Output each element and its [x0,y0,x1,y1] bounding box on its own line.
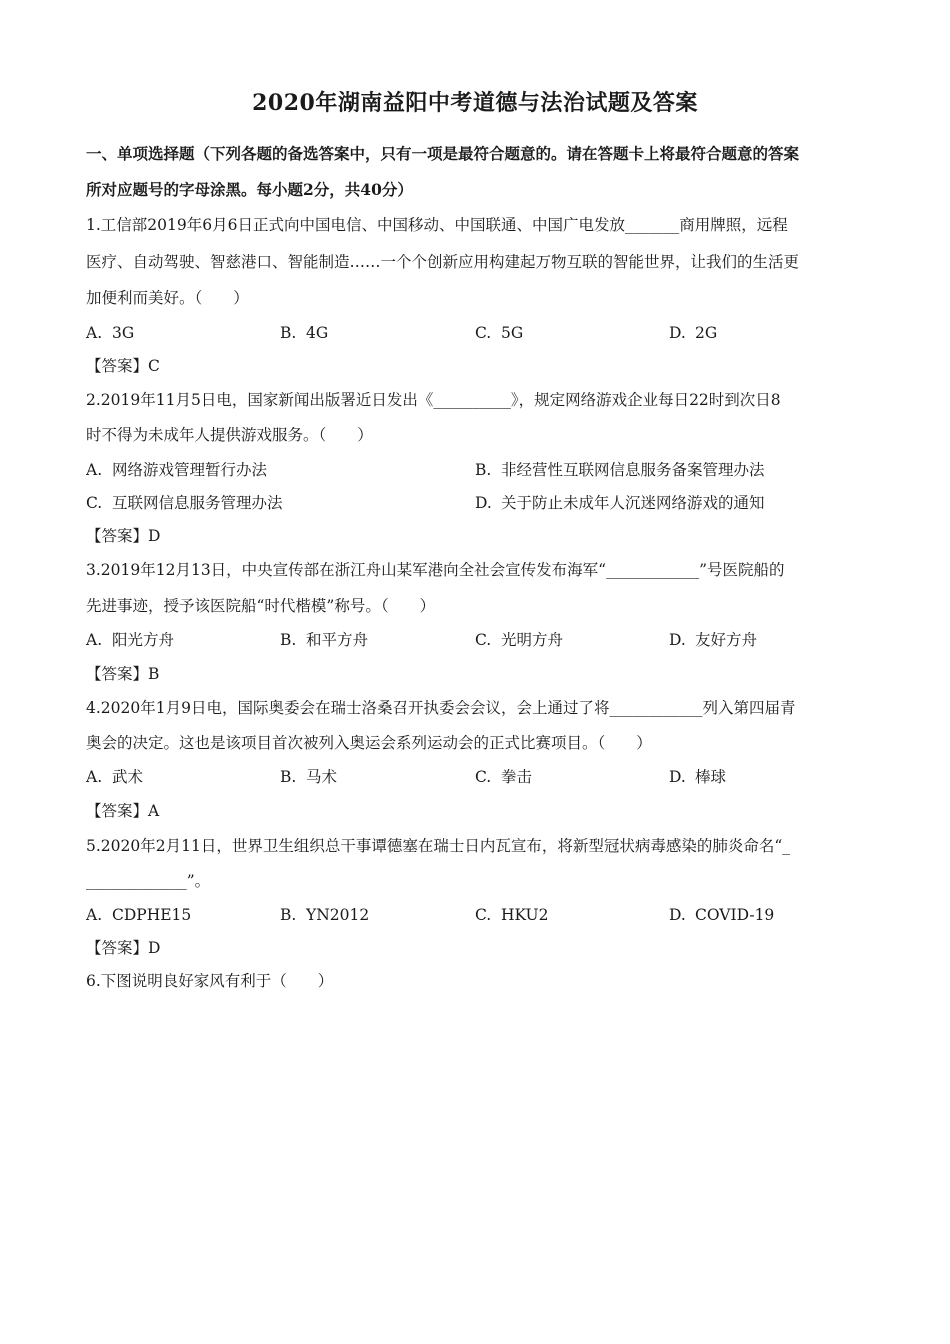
question-1-line-1: 1.工信部2019年6月6日正式向中国电信、中国移动、中国联通、中国广电发放_______商用牌照，远程 [86,216,788,234]
question-4-line-2: 奥会的决定。这也是该项目首次被列入奥运会系列运动会的正式比赛项目。（ ） [86,734,652,752]
question-3-option-a: A. 阳光方舟 [86,631,175,649]
question-4-option-b: B. 马术 [280,768,338,786]
question-6-line-1: 6.下图说明良好家风有利于（ ） [86,972,334,990]
question-5-option-a: A. CDPHE15 [86,906,192,924]
page-title: 2020年湖南益阳中考道德与法治试题及答案 [252,90,698,116]
question-2-option-d: D. 关于防止未成年人沉迷网络游戏的通知 [475,494,765,512]
question-1-line-3: 加便利而美好。（ ） [86,289,249,307]
question-5-line-1: 5.2020年2月11日，世界卫生组织总干事谭德塞在瑞士日内瓦宣布，将新型冠状病毒感染的肺炎命名“_ [86,837,790,855]
question-1-option-b: B. 4G [280,324,329,342]
question-1-option-d: D. 2G [669,324,718,342]
question-1-line-2: 医疗、自动驾驶、智慈港口、智能制造……一个个创新应用构建起万物互联的智能世界，让我们的生活更 [86,253,800,271]
question-5-line-2: _____________”。 [86,872,211,890]
question-5-option-b: B. YN2012 [280,906,370,924]
question-1-option-a: A. 3G [86,324,135,342]
question-2-option-c: C. 互联网信息服务管理办法 [86,494,283,512]
section-instruction-line-2: 所对应题号的字母涂黑。每小题2分，共40分） [86,180,413,199]
question-2-line-2: 时不得为未成年人提供游戏服务。（ ） [86,426,373,444]
question-5-option-c: C. HKU2 [475,906,549,924]
question-4-line-1: 4.2020年1月9日电，国际奥委会在瑞士洛桑召开执委会会议，会上通过了将____________列入第四届青 [86,699,796,717]
question-3-option-d: D. 友好方舟 [669,631,758,649]
question-4-option-d: D. 棒球 [669,768,727,786]
question-3-line-2: 先进事迹，授予该医院船“时代楷模”称号。（ ） [86,597,436,615]
question-3-line-1: 3.2019年12月13日，中央宣传部在浙江舟山某军港向全社会宣传发布海军“____________”号医院船的 [86,561,785,579]
question-4-option-a: A. 武术 [86,768,144,786]
question-3-option-c: C. 光明方舟 [475,631,564,649]
question-5-option-d: D. COVID-19 [669,906,775,924]
question-3-answer: 【答案】B [86,665,160,683]
question-2-line-1: 2.2019年11月5日电，国家新闻出版署近日发出《__________》，规定网络游戏企业每日22时到次日8 [86,391,781,409]
question-3-option-b: B. 和平方舟 [280,631,369,649]
question-4-option-c: C. 拳击 [475,768,533,786]
question-1-answer: 【答案】C [86,357,160,375]
question-1-option-c: C. 5G [475,324,524,342]
question-2-answer: 【答案】D [86,527,161,545]
question-5-answer: 【答案】D [86,939,161,957]
section-instruction-line-1: 一、单项选择题（下列各题的备选答案中，只有一项是最符合题意的。请在答题卡上将最符合题意的答案 [86,144,800,163]
question-2-option-a: A. 网络游戏管理暂行办法 [86,461,268,479]
question-2-option-b: B. 非经营性互联网信息服务备案管理办法 [475,461,765,479]
question-4-answer: 【答案】A [86,802,160,820]
